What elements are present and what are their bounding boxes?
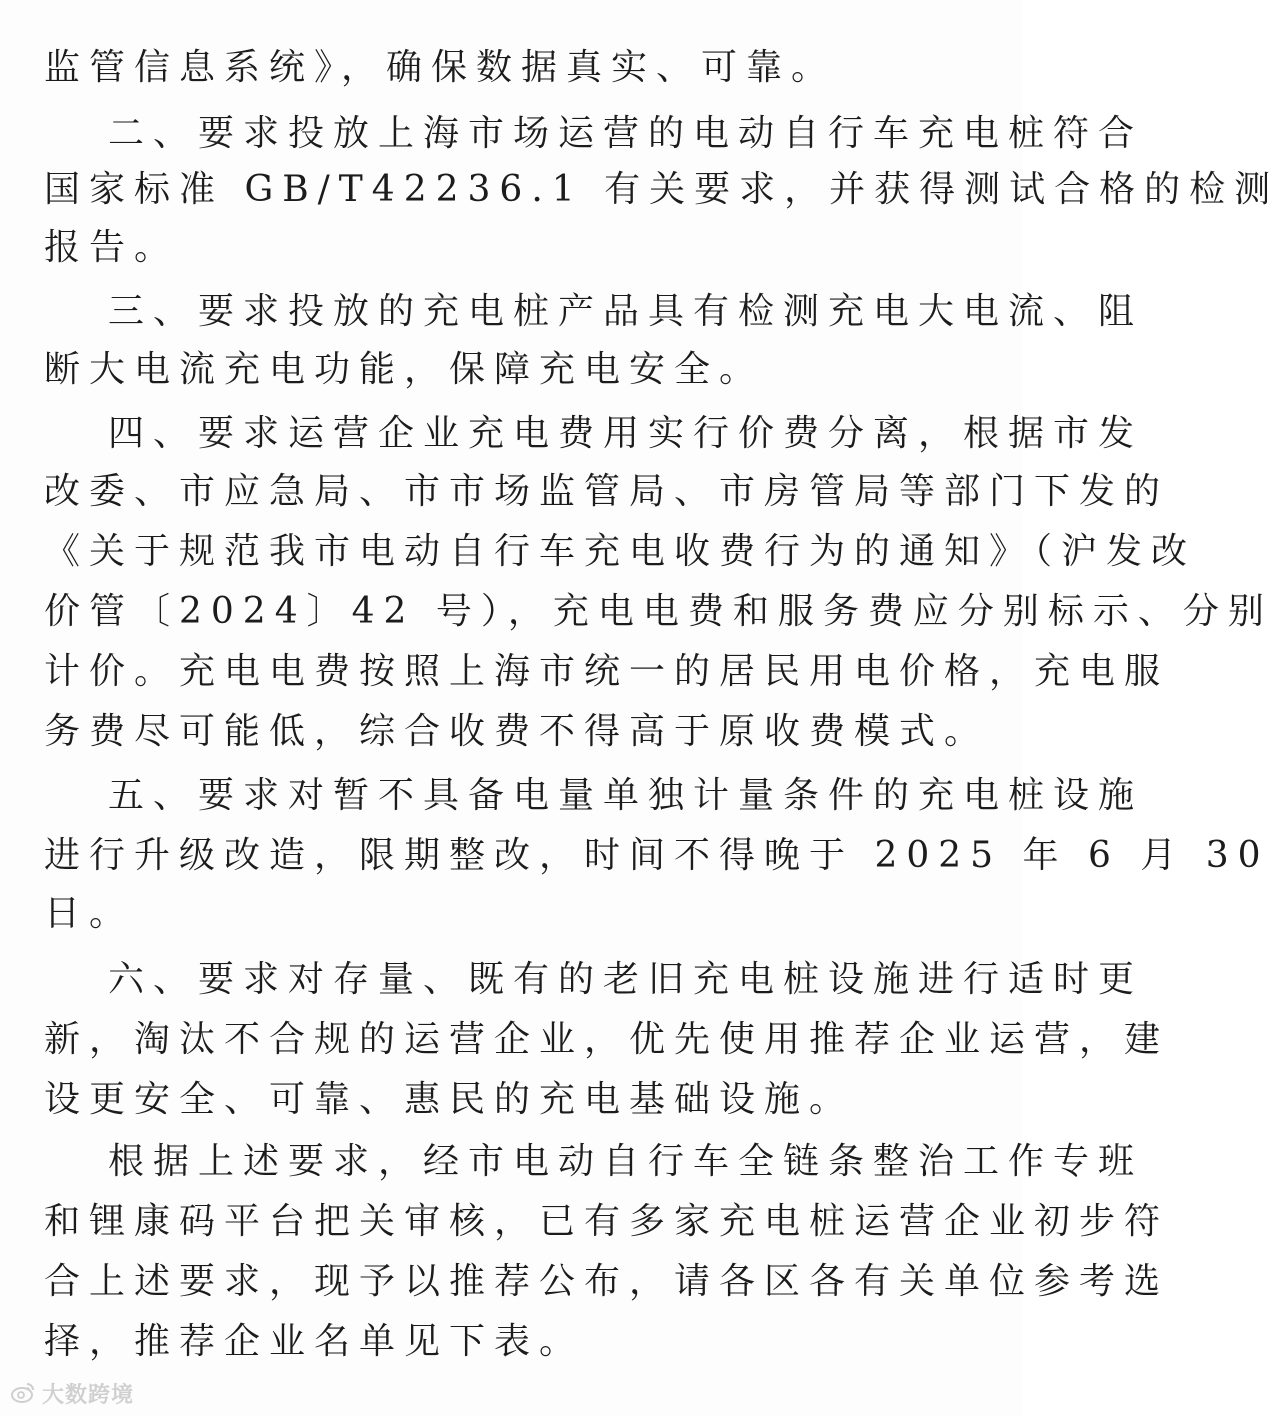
text-line: 《关于规范我市电动自行车充电收费行为的通知》（沪发改 — [44, 531, 1197, 572]
text-line: 三、要求投放的充电桩产品具有检测充电大电流、阻 — [108, 291, 1144, 332]
text-line: 务费尽可能低，综合收费不得高于原收费模式。 — [44, 711, 990, 752]
watermark-text: 大数跨境 — [42, 1382, 135, 1408]
text-line: 二、要求投放上海市场运营的电动自行车充电桩符合 — [108, 113, 1144, 154]
text-line: 计价。充电电费按照上海市统一的居民用电价格，充电服 — [44, 651, 1170, 692]
text-line: 报告。 — [44, 227, 180, 268]
text-line: 进行升级改造，限期整改，时间不得晚于 2025 年 6 月 30 — [44, 835, 1270, 876]
text-line: 设更安全、可靠、惠民的充电基础设施。 — [44, 1079, 855, 1120]
text-line: 根据上述要求，经市电动自行车全链条整治工作专班 — [108, 1141, 1144, 1182]
text-line: 价管〔2024〕42 号），充电电费和服务费应分别标示、分别 — [44, 591, 1273, 632]
text-line: 国家标准 GB/T42236.1 有关要求，并获得测试合格的检测 — [44, 169, 1279, 210]
text-line: 监管信息系统》，确保数据真实、可靠。 — [44, 47, 837, 88]
text-line: 新，淘汰不合规的运营企业，优先使用推荐企业运营，建 — [44, 1019, 1170, 1060]
text-line: 日。 — [44, 893, 135, 934]
text-line: 改委、市应急局、市市场监管局、市房管局等部门下发的 — [44, 471, 1170, 512]
text-line: 择，推荐企业名单见下表。 — [44, 1321, 585, 1362]
text-line: 六、要求对存量、既有的老旧充电桩设施进行适时更 — [108, 959, 1144, 1000]
watermark — [10, 1378, 134, 1408]
text-line: 四、要求运营企业充电费用实行价费分离，根据市发 — [108, 413, 1144, 454]
text-line: 合上述要求，现予以推荐公布，请各区各有关单位参考选 — [44, 1261, 1170, 1302]
text-line: 五、要求对暂不具备电量单独计量条件的充电桩设施 — [108, 775, 1144, 816]
text-line: 断大电流充电功能，保障充电安全。 — [44, 349, 765, 390]
text-line: 和锂康码平台把关审核，已有多家充电桩运营企业初步符 — [44, 1201, 1170, 1242]
weibo-logo-icon — [10, 1380, 36, 1406]
